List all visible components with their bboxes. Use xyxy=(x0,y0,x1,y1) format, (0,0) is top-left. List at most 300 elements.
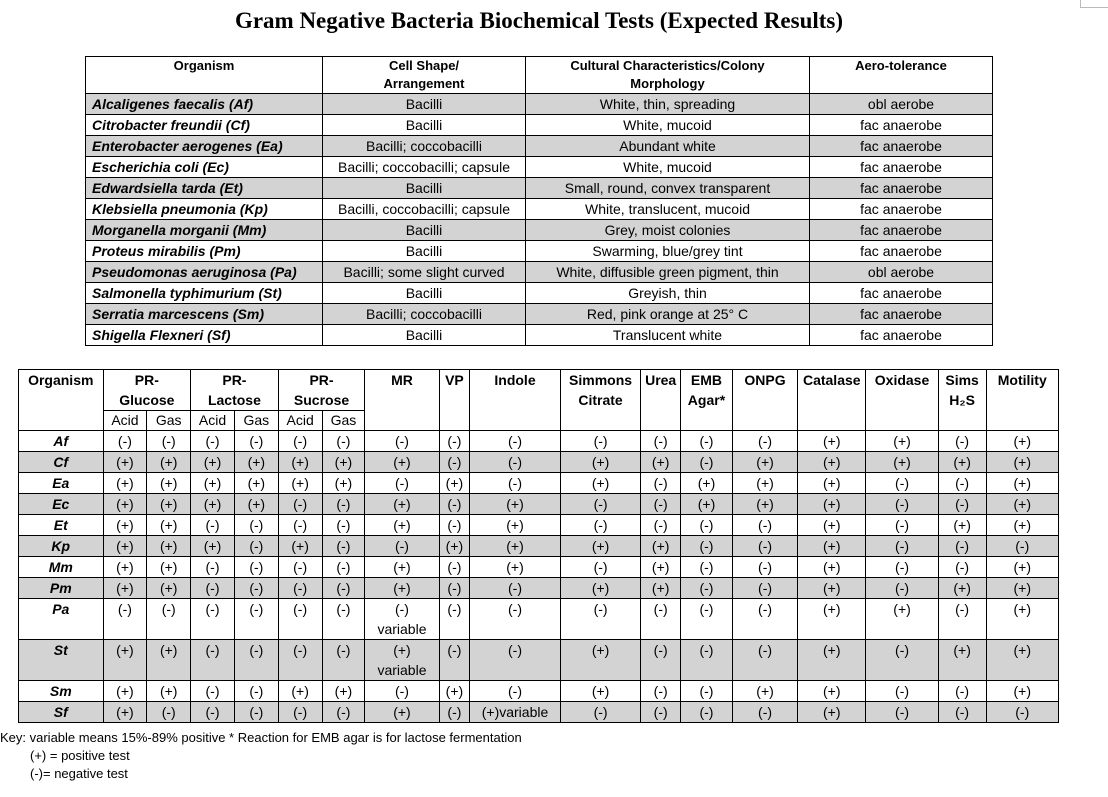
organism-name: Shigella Flexneri (Sf) xyxy=(86,325,323,346)
organism-name: Salmonella typhimurium (St) xyxy=(86,283,323,304)
result-mr: (+) xyxy=(365,557,439,578)
header-aero: Aero-tolerance xyxy=(810,57,993,94)
aero-tolerance: fac anaerobe xyxy=(810,241,993,262)
result-urea: (-) xyxy=(641,599,681,640)
result-glucose-acid: (+) xyxy=(103,473,147,494)
organism-name: Edwardsiella tarda (Et) xyxy=(86,178,323,199)
result-oxidase: (-) xyxy=(866,702,938,723)
result-indole: (+) xyxy=(470,494,561,515)
aero-tolerance: fac anaerobe xyxy=(810,304,993,325)
result-motility: (-) xyxy=(986,702,1058,723)
organism-name: Klebsiella pneumonia (Kp) xyxy=(86,199,323,220)
result-mr: (-) xyxy=(365,431,439,452)
result-catalase: (+) xyxy=(798,431,866,452)
biochemical-tests-table xyxy=(18,369,1059,723)
result-vp: (-) xyxy=(439,494,470,515)
result-glucose-gas: (-) xyxy=(147,599,191,640)
result-glucose-acid: (+) xyxy=(103,640,147,681)
aero-tolerance: obl aerobe xyxy=(810,262,993,283)
result-emb-agar: (+) xyxy=(681,494,733,515)
result-mr: (-) xyxy=(365,536,439,557)
result-oxidase: (-) xyxy=(866,515,938,536)
result-motility: (+) xyxy=(986,640,1058,681)
result-sucrose-acid: (+) xyxy=(278,681,322,702)
result-vp: (-) xyxy=(439,431,470,452)
organism-name: Citrobacter freundii (Cf) xyxy=(86,115,323,136)
result-simmons-citrate: (-) xyxy=(560,494,640,515)
result-oxidase: (+) xyxy=(866,431,938,452)
result-oxidase: (-) xyxy=(866,557,938,578)
result-catalase: (+) xyxy=(798,702,866,723)
result-catalase: (+) xyxy=(798,578,866,599)
result-sucrose-acid: (+) xyxy=(278,473,322,494)
result-indole: (-) xyxy=(470,681,561,702)
key-line-3: (-)= negative test xyxy=(30,766,128,781)
result-lactose-acid: (-) xyxy=(191,640,235,681)
result-catalase: (+) xyxy=(798,557,866,578)
organism-row xyxy=(86,241,993,262)
result-vp: (-) xyxy=(439,640,470,681)
result-glucose-acid: (-) xyxy=(103,599,147,640)
result-simmons-citrate: (+) xyxy=(560,640,640,681)
organism-characteristics-table xyxy=(85,56,993,346)
result-catalase: (+) xyxy=(798,452,866,473)
result-onpg: (-) xyxy=(732,536,797,557)
result-sucrose-gas: (-) xyxy=(322,702,365,723)
result-lactose-acid: (-) xyxy=(191,578,235,599)
result-indole: (-) xyxy=(470,599,561,640)
organism-name: Morganella morganii (Mm) xyxy=(86,220,323,241)
test-row xyxy=(19,431,1059,452)
result-glucose-gas: (-) xyxy=(147,702,191,723)
organism-code: Af xyxy=(19,431,104,452)
result-sucrose-gas: (-) xyxy=(322,599,365,640)
header2-glucose-acid: Acid xyxy=(103,411,147,431)
result-mr: (-) variable xyxy=(365,599,439,640)
result-lactose-gas: (-) xyxy=(234,702,278,723)
result-urea: (+) xyxy=(641,557,681,578)
result-lactose-acid: (-) xyxy=(191,681,235,702)
result-indole: (+) xyxy=(470,515,561,536)
organism-code: Ea xyxy=(19,473,104,494)
result-glucose-acid: (+) xyxy=(103,452,147,473)
result-sims-h2s: (+) xyxy=(938,578,986,599)
result-vp: (+) xyxy=(439,473,470,494)
result-lactose-gas: (-) xyxy=(234,681,278,702)
header2-onpg: ONPG xyxy=(732,370,797,431)
test-row xyxy=(19,681,1059,702)
header2-urea: Urea xyxy=(641,370,681,431)
result-oxidase: (-) xyxy=(866,494,938,515)
aero-tolerance: fac anaerobe xyxy=(810,325,993,346)
key-line-2: (+) = positive test xyxy=(30,748,130,763)
cell-shape: Bacilli; some slight curved xyxy=(323,262,526,283)
result-glucose-acid: (+) xyxy=(103,702,147,723)
result-lactose-acid: (+) xyxy=(191,473,235,494)
result-simmons-citrate: (+) xyxy=(560,452,640,473)
result-glucose-acid: (-) xyxy=(103,431,147,452)
result-emb-agar: (+) xyxy=(681,473,733,494)
result-sucrose-acid: (-) xyxy=(278,578,322,599)
test-row xyxy=(19,494,1059,515)
result-simmons-citrate: (-) xyxy=(560,431,640,452)
header2-sims-h2s: Sims H₂S xyxy=(938,370,986,431)
result-oxidase: (-) xyxy=(866,473,938,494)
result-glucose-gas: (+) xyxy=(147,536,191,557)
result-motility: (+) xyxy=(986,452,1058,473)
result-simmons-citrate: (-) xyxy=(560,599,640,640)
cultural-characteristics: Swarming, blue/grey tint xyxy=(526,241,810,262)
result-sucrose-gas: (+) xyxy=(322,681,365,702)
cultural-characteristics: Greyish, thin xyxy=(526,283,810,304)
header2-pr-lactose: PR- Lactose xyxy=(191,370,279,411)
organism-name: Pseudomonas aeruginosa (Pa) xyxy=(86,262,323,283)
organism-row xyxy=(86,178,993,199)
result-indole: (+) xyxy=(470,536,561,557)
cell-shape: Bacilli xyxy=(323,94,526,115)
header-cell-shape: Cell Shape/ Arrangement xyxy=(323,57,526,94)
result-vp: (+) xyxy=(439,681,470,702)
organism-row xyxy=(86,199,993,220)
test-row xyxy=(19,536,1059,557)
test-row xyxy=(19,702,1059,723)
result-catalase: (+) xyxy=(798,640,866,681)
header2-motility: Motility xyxy=(986,370,1058,431)
result-simmons-citrate: (+) xyxy=(560,681,640,702)
cell-shape: Bacilli xyxy=(323,115,526,136)
page-title: Gram Negative Bacteria Biochemical Tests (Expected Results) xyxy=(234,8,844,33)
result-glucose-acid: (+) xyxy=(103,557,147,578)
result-lactose-gas: (+) xyxy=(234,473,278,494)
result-lactose-gas: (-) xyxy=(234,599,278,640)
result-vp: (-) xyxy=(439,599,470,640)
cultural-characteristics: White, translucent, mucoid xyxy=(526,199,810,220)
result-onpg: (+) xyxy=(732,494,797,515)
result-urea: (-) xyxy=(641,702,681,723)
cultural-characteristics: Grey, moist colonies xyxy=(526,220,810,241)
result-sucrose-acid: (-) xyxy=(278,431,322,452)
result-oxidase: (+) xyxy=(866,599,938,640)
test-row xyxy=(19,452,1059,473)
result-glucose-gas: (+) xyxy=(147,473,191,494)
result-onpg: (-) xyxy=(732,599,797,640)
result-sucrose-gas: (+) xyxy=(322,473,365,494)
result-lactose-acid: (-) xyxy=(191,599,235,640)
result-lactose-acid: (+) xyxy=(191,494,235,515)
organism-code: Pm xyxy=(19,578,104,599)
header2-emb-agar: EMB Agar* xyxy=(681,370,733,431)
result-simmons-citrate: (+) xyxy=(560,578,640,599)
result-sims-h2s: (-) xyxy=(938,557,986,578)
result-motility: (+) xyxy=(986,681,1058,702)
header2-lactose-acid: Acid xyxy=(191,411,235,431)
result-urea: (+) xyxy=(641,452,681,473)
result-onpg: (-) xyxy=(732,515,797,536)
organism-row xyxy=(86,157,993,178)
result-emb-agar: (-) xyxy=(681,599,733,640)
result-emb-agar: (-) xyxy=(681,702,733,723)
result-lactose-acid: (-) xyxy=(191,515,235,536)
result-mr: (+) variable xyxy=(365,640,439,681)
result-motility: (+) xyxy=(986,578,1058,599)
result-glucose-gas: (+) xyxy=(147,494,191,515)
organism-row xyxy=(86,94,993,115)
header2-catalase: Catalase xyxy=(798,370,866,431)
result-mr: (-) xyxy=(365,473,439,494)
cultural-characteristics: Translucent white xyxy=(526,325,810,346)
result-sucrose-gas: (-) xyxy=(322,431,365,452)
result-lactose-gas: (-) xyxy=(234,640,278,681)
organism-row xyxy=(86,283,993,304)
result-simmons-citrate: (-) xyxy=(560,557,640,578)
organism-code: Ec xyxy=(19,494,104,515)
result-onpg: (-) xyxy=(732,431,797,452)
header-organism: Organism xyxy=(86,57,323,94)
result-sucrose-acid: (-) xyxy=(278,515,322,536)
result-catalase: (+) xyxy=(798,599,866,640)
result-urea: (+) xyxy=(641,536,681,557)
result-emb-agar: (-) xyxy=(681,681,733,702)
result-vp: (-) xyxy=(439,578,470,599)
result-indole: (-) xyxy=(470,640,561,681)
organism-name: Proteus mirabilis (Pm) xyxy=(86,241,323,262)
result-sucrose-acid: (-) xyxy=(278,599,322,640)
result-sucrose-acid: (+) xyxy=(278,452,322,473)
result-onpg: (+) xyxy=(732,473,797,494)
result-motility: (-) xyxy=(986,536,1058,557)
result-vp: (-) xyxy=(439,515,470,536)
organism-row xyxy=(86,304,993,325)
result-lactose-gas: (+) xyxy=(234,452,278,473)
result-glucose-acid: (+) xyxy=(103,494,147,515)
result-simmons-citrate: (-) xyxy=(560,515,640,536)
result-oxidase: (-) xyxy=(866,578,938,599)
aero-tolerance: fac anaerobe xyxy=(810,115,993,136)
result-lactose-gas: (-) xyxy=(234,578,278,599)
result-oxidase: (-) xyxy=(866,640,938,681)
result-glucose-acid: (+) xyxy=(103,515,147,536)
cell-shape: Bacilli xyxy=(323,325,526,346)
result-sucrose-gas: (-) xyxy=(322,536,365,557)
page-corner-mark xyxy=(1080,0,1108,8)
result-mr: (+) xyxy=(365,515,439,536)
result-oxidase: (-) xyxy=(866,536,938,557)
result-urea: (-) xyxy=(641,431,681,452)
test-row xyxy=(19,473,1059,494)
result-sucrose-acid: (-) xyxy=(278,702,322,723)
result-motility: (+) xyxy=(986,515,1058,536)
test-row xyxy=(19,599,1059,640)
test-row xyxy=(19,640,1059,681)
result-sims-h2s: (-) xyxy=(938,494,986,515)
aero-tolerance: fac anaerobe xyxy=(810,136,993,157)
result-emb-agar: (-) xyxy=(681,640,733,681)
result-sucrose-acid: (-) xyxy=(278,494,322,515)
result-glucose-gas: (-) xyxy=(147,431,191,452)
result-vp: (+) xyxy=(439,536,470,557)
header2-oxidase: Oxidase xyxy=(866,370,938,431)
result-onpg: (-) xyxy=(732,578,797,599)
cultural-characteristics: Small, round, convex transparent xyxy=(526,178,810,199)
result-emb-agar: (-) xyxy=(681,452,733,473)
result-mr: (+) xyxy=(365,702,439,723)
organism-code: St xyxy=(19,640,104,681)
result-glucose-acid: (+) xyxy=(103,681,147,702)
result-indole: (-) xyxy=(470,431,561,452)
organism-code: Et xyxy=(19,515,104,536)
result-mr: (-) xyxy=(365,681,439,702)
result-motility: (+) xyxy=(986,557,1058,578)
result-mr: (+) xyxy=(365,452,439,473)
header2-simmons-citrate: Simmons Citrate xyxy=(560,370,640,431)
organism-name: Escherichia coli (Ec) xyxy=(86,157,323,178)
result-lactose-gas: (-) xyxy=(234,515,278,536)
header2-glucose-gas: Gas xyxy=(147,411,191,431)
result-glucose-gas: (+) xyxy=(147,557,191,578)
aero-tolerance: obl aerobe xyxy=(810,94,993,115)
result-onpg: (+) xyxy=(732,452,797,473)
result-sucrose-gas: (-) xyxy=(322,515,365,536)
result-indole: (+)variable xyxy=(470,702,561,723)
result-sims-h2s: (+) xyxy=(938,640,986,681)
cultural-characteristics: White, mucoid xyxy=(526,115,810,136)
cell-shape: Bacilli xyxy=(323,283,526,304)
result-onpg: (-) xyxy=(732,640,797,681)
cultural-characteristics: White, diffusible green pigment, thin xyxy=(526,262,810,283)
result-motility: (+) xyxy=(986,473,1058,494)
result-sucrose-acid: (-) xyxy=(278,640,322,681)
result-lactose-acid: (+) xyxy=(191,536,235,557)
header2-sucrose-gas: Gas xyxy=(322,411,365,431)
result-emb-agar: (-) xyxy=(681,515,733,536)
header2-pr-glucose: PR- Glucose xyxy=(103,370,191,411)
result-motility: (+) xyxy=(986,431,1058,452)
result-glucose-gas: (+) xyxy=(147,452,191,473)
result-glucose-gas: (+) xyxy=(147,578,191,599)
header2-sucrose-acid: Acid xyxy=(278,411,322,431)
result-sims-h2s: (-) xyxy=(938,681,986,702)
result-indole: (-) xyxy=(470,578,561,599)
result-urea: (-) xyxy=(641,640,681,681)
result-catalase: (+) xyxy=(798,515,866,536)
test-row xyxy=(19,557,1059,578)
header-cultural: Cultural Characteristics/Colony Morphology xyxy=(526,57,810,94)
cell-shape: Bacilli, coccobacilli; capsule xyxy=(323,199,526,220)
organism-row xyxy=(86,262,993,283)
test-row xyxy=(19,515,1059,536)
cell-shape: Bacilli; coccobacilli; capsule xyxy=(323,157,526,178)
result-sucrose-gas: (-) xyxy=(322,494,365,515)
cell-shape: Bacilli xyxy=(323,178,526,199)
result-indole: (-) xyxy=(470,452,561,473)
result-lactose-acid: (-) xyxy=(191,702,235,723)
result-oxidase: (-) xyxy=(866,681,938,702)
result-vp: (-) xyxy=(439,702,470,723)
aero-tolerance: fac anaerobe xyxy=(810,178,993,199)
cell-shape: Bacilli; coccobacilli xyxy=(323,136,526,157)
result-sims-h2s: (-) xyxy=(938,536,986,557)
result-urea: (-) xyxy=(641,515,681,536)
aero-tolerance: fac anaerobe xyxy=(810,220,993,241)
result-catalase: (+) xyxy=(798,473,866,494)
result-sucrose-gas: (-) xyxy=(322,640,365,681)
result-onpg: (+) xyxy=(732,681,797,702)
cultural-characteristics: White, mucoid xyxy=(526,157,810,178)
result-glucose-acid: (+) xyxy=(103,578,147,599)
result-simmons-citrate: (+) xyxy=(560,536,640,557)
organism-name: Serratia marcescens (Sm) xyxy=(86,304,323,325)
result-indole: (-) xyxy=(470,473,561,494)
result-catalase: (+) xyxy=(798,536,866,557)
result-glucose-gas: (+) xyxy=(147,640,191,681)
result-lactose-acid: (+) xyxy=(191,452,235,473)
result-simmons-citrate: (+) xyxy=(560,473,640,494)
result-sims-h2s: (-) xyxy=(938,599,986,640)
header2-pr-sucrose: PR- Sucrose xyxy=(278,370,365,411)
result-onpg: (-) xyxy=(732,702,797,723)
result-sims-h2s: (+) xyxy=(938,452,986,473)
result-mr: (+) xyxy=(365,494,439,515)
organism-row xyxy=(86,220,993,241)
result-urea: (+) xyxy=(641,578,681,599)
result-emb-agar: (-) xyxy=(681,536,733,557)
result-lactose-gas: (-) xyxy=(234,431,278,452)
result-sucrose-acid: (+) xyxy=(278,536,322,557)
result-emb-agar: (-) xyxy=(681,578,733,599)
result-sucrose-gas: (-) xyxy=(322,557,365,578)
organism-code: Mm xyxy=(19,557,104,578)
result-emb-agar: (-) xyxy=(681,431,733,452)
result-lactose-acid: (-) xyxy=(191,431,235,452)
header2-indole: Indole xyxy=(470,370,561,431)
result-sucrose-gas: (+) xyxy=(322,452,365,473)
result-sucrose-acid: (-) xyxy=(278,557,322,578)
organism-code: Kp xyxy=(19,536,104,557)
result-lactose-gas: (+) xyxy=(234,494,278,515)
key-line-1: Key: variable means 15%-89% positive * Reaction for EMB agar is for lactose fermentation xyxy=(0,730,522,745)
result-motility: (+) xyxy=(986,599,1058,640)
test-row xyxy=(19,578,1059,599)
mr-variable-note: variable xyxy=(377,662,427,678)
header2-lactose-gas: Gas xyxy=(234,411,278,431)
result-catalase: (+) xyxy=(798,681,866,702)
header2-vp: VP xyxy=(439,370,470,431)
cell-shape: Bacilli xyxy=(323,241,526,262)
result-lactose-gas: (-) xyxy=(234,536,278,557)
organism-row xyxy=(86,325,993,346)
cultural-characteristics: Red, pink orange at 25° C xyxy=(526,304,810,325)
header2-mr: MR xyxy=(365,370,439,431)
result-sims-h2s: (-) xyxy=(938,431,986,452)
cell-shape: Bacilli xyxy=(323,220,526,241)
result-glucose-acid: (+) xyxy=(103,536,147,557)
organism-code: Sm xyxy=(19,681,104,702)
aero-tolerance: fac anaerobe xyxy=(810,157,993,178)
result-indole: (+) xyxy=(470,557,561,578)
result-mr: (+) xyxy=(365,578,439,599)
aero-tolerance: fac anaerobe xyxy=(810,199,993,220)
result-catalase: (+) xyxy=(798,494,866,515)
cultural-characteristics: White, thin, spreading xyxy=(526,94,810,115)
result-sims-h2s: (+) xyxy=(938,515,986,536)
result-glucose-gas: (+) xyxy=(147,681,191,702)
organism-code: Cf xyxy=(19,452,104,473)
organism-code: Pa xyxy=(19,599,104,640)
result-emb-agar: (-) xyxy=(681,557,733,578)
result-urea: (-) xyxy=(641,473,681,494)
result-simmons-citrate: (-) xyxy=(560,702,640,723)
result-urea: (-) xyxy=(641,494,681,515)
